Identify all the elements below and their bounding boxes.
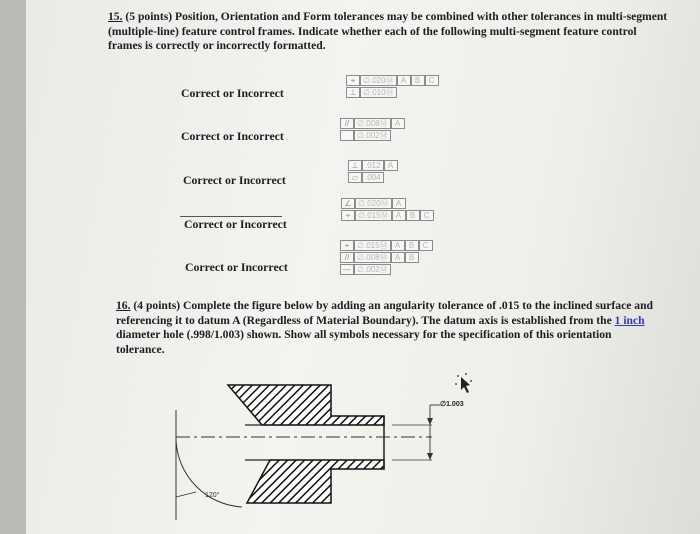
fcf-cell: B <box>405 240 419 251</box>
fcf-cell: ∅.010Ⓜ <box>360 87 397 98</box>
fcf-cell: C <box>420 210 434 221</box>
fcf-symbol-cell: ∠ <box>341 198 355 209</box>
lower-hatched-section <box>247 460 384 503</box>
question-15-number: 15. <box>108 10 123 23</box>
fcf-symbol-cell: — <box>340 264 354 275</box>
fcf-cell: ∅.020Ⓜ <box>360 75 397 86</box>
fcf-symbol-cell: ⊥ <box>348 160 362 171</box>
fcf-cell: A <box>384 160 398 171</box>
fcf-cell: A <box>391 118 405 129</box>
fcf-symbol-cell: ⌖ <box>346 75 360 86</box>
fcf-cell: C <box>419 240 433 251</box>
fcf-cell: C <box>425 75 439 86</box>
fcf-cell: A <box>392 210 406 221</box>
fcf-cell: ∅.008Ⓜ <box>354 118 391 129</box>
question-15-text: (5 points) Position, Orientation and Form tolerances may be combined with other tolerances in multi-segment (multiple-line) feature control frames. Indicate whether each of the following multi-segment feature control frames is correctly or incorrectly formatted. <box>108 10 668 52</box>
fcf-symbol-cell: ⌖ <box>340 240 354 251</box>
fcf-cell: ∅.002Ⓜ <box>354 130 391 141</box>
fcf-cell: A <box>391 240 405 251</box>
fcf-cell: .012 <box>362 160 384 171</box>
fcf-cell: A <box>391 252 405 263</box>
question-16-underlined: 1 inch <box>614 313 645 327</box>
angle-label: 120° <box>205 492 220 499</box>
fcf-cell: ∅.015Ⓜ <box>355 210 392 221</box>
choice-3[interactable]: Correct or Incorrect <box>183 173 286 187</box>
upper-hatched-section <box>228 385 384 425</box>
fcf-cell: A <box>392 198 406 209</box>
choice-2[interactable]: Correct or Incorrect <box>181 129 284 143</box>
fcf-cell: ∅.008Ⓜ <box>354 252 391 263</box>
question-16-text-b: diameter hole (.998/1.003) shown. Show all symbols necessary for the specification of this orientation tolerance. <box>116 328 612 356</box>
diameter-dimension: ∅1.003 <box>440 401 464 408</box>
fcf-cell: ∅.020Ⓜ <box>355 198 392 209</box>
question-16-text-a: (4 points) Complete the figure below by adding an angularity tolerance of .015 to the inclined surface and referencing it to datum A (Regardless of Material Boundary). The datum axis is established from the <box>116 299 653 327</box>
choice-4[interactable]: Correct or Incorrect <box>184 217 287 231</box>
fcf-cell: B <box>406 210 420 221</box>
choice-5[interactable]: Correct or Incorrect <box>185 260 288 274</box>
question-16-number: 16. <box>116 299 131 312</box>
cursor-icon <box>461 377 470 393</box>
fcf-symbol-cell: ⌖ <box>341 210 355 221</box>
fcf-symbol-cell: ⊥ <box>346 87 360 98</box>
choice-1[interactable]: Correct or Incorrect <box>181 86 284 100</box>
fcf-cell: B <box>405 252 419 263</box>
fcf-symbol-cell: // <box>340 118 354 129</box>
fcf-cell: ∅.002Ⓜ <box>354 264 391 275</box>
fcf-cell: .004 <box>362 172 384 183</box>
fcf-cell: A <box>397 75 411 86</box>
fcf-cell: B <box>411 75 425 86</box>
fcf-symbol-cell: ⏥ <box>348 172 362 183</box>
fcf-cell: ∅.015Ⓜ <box>354 240 391 251</box>
fcf-symbol-cell: // <box>340 252 354 263</box>
